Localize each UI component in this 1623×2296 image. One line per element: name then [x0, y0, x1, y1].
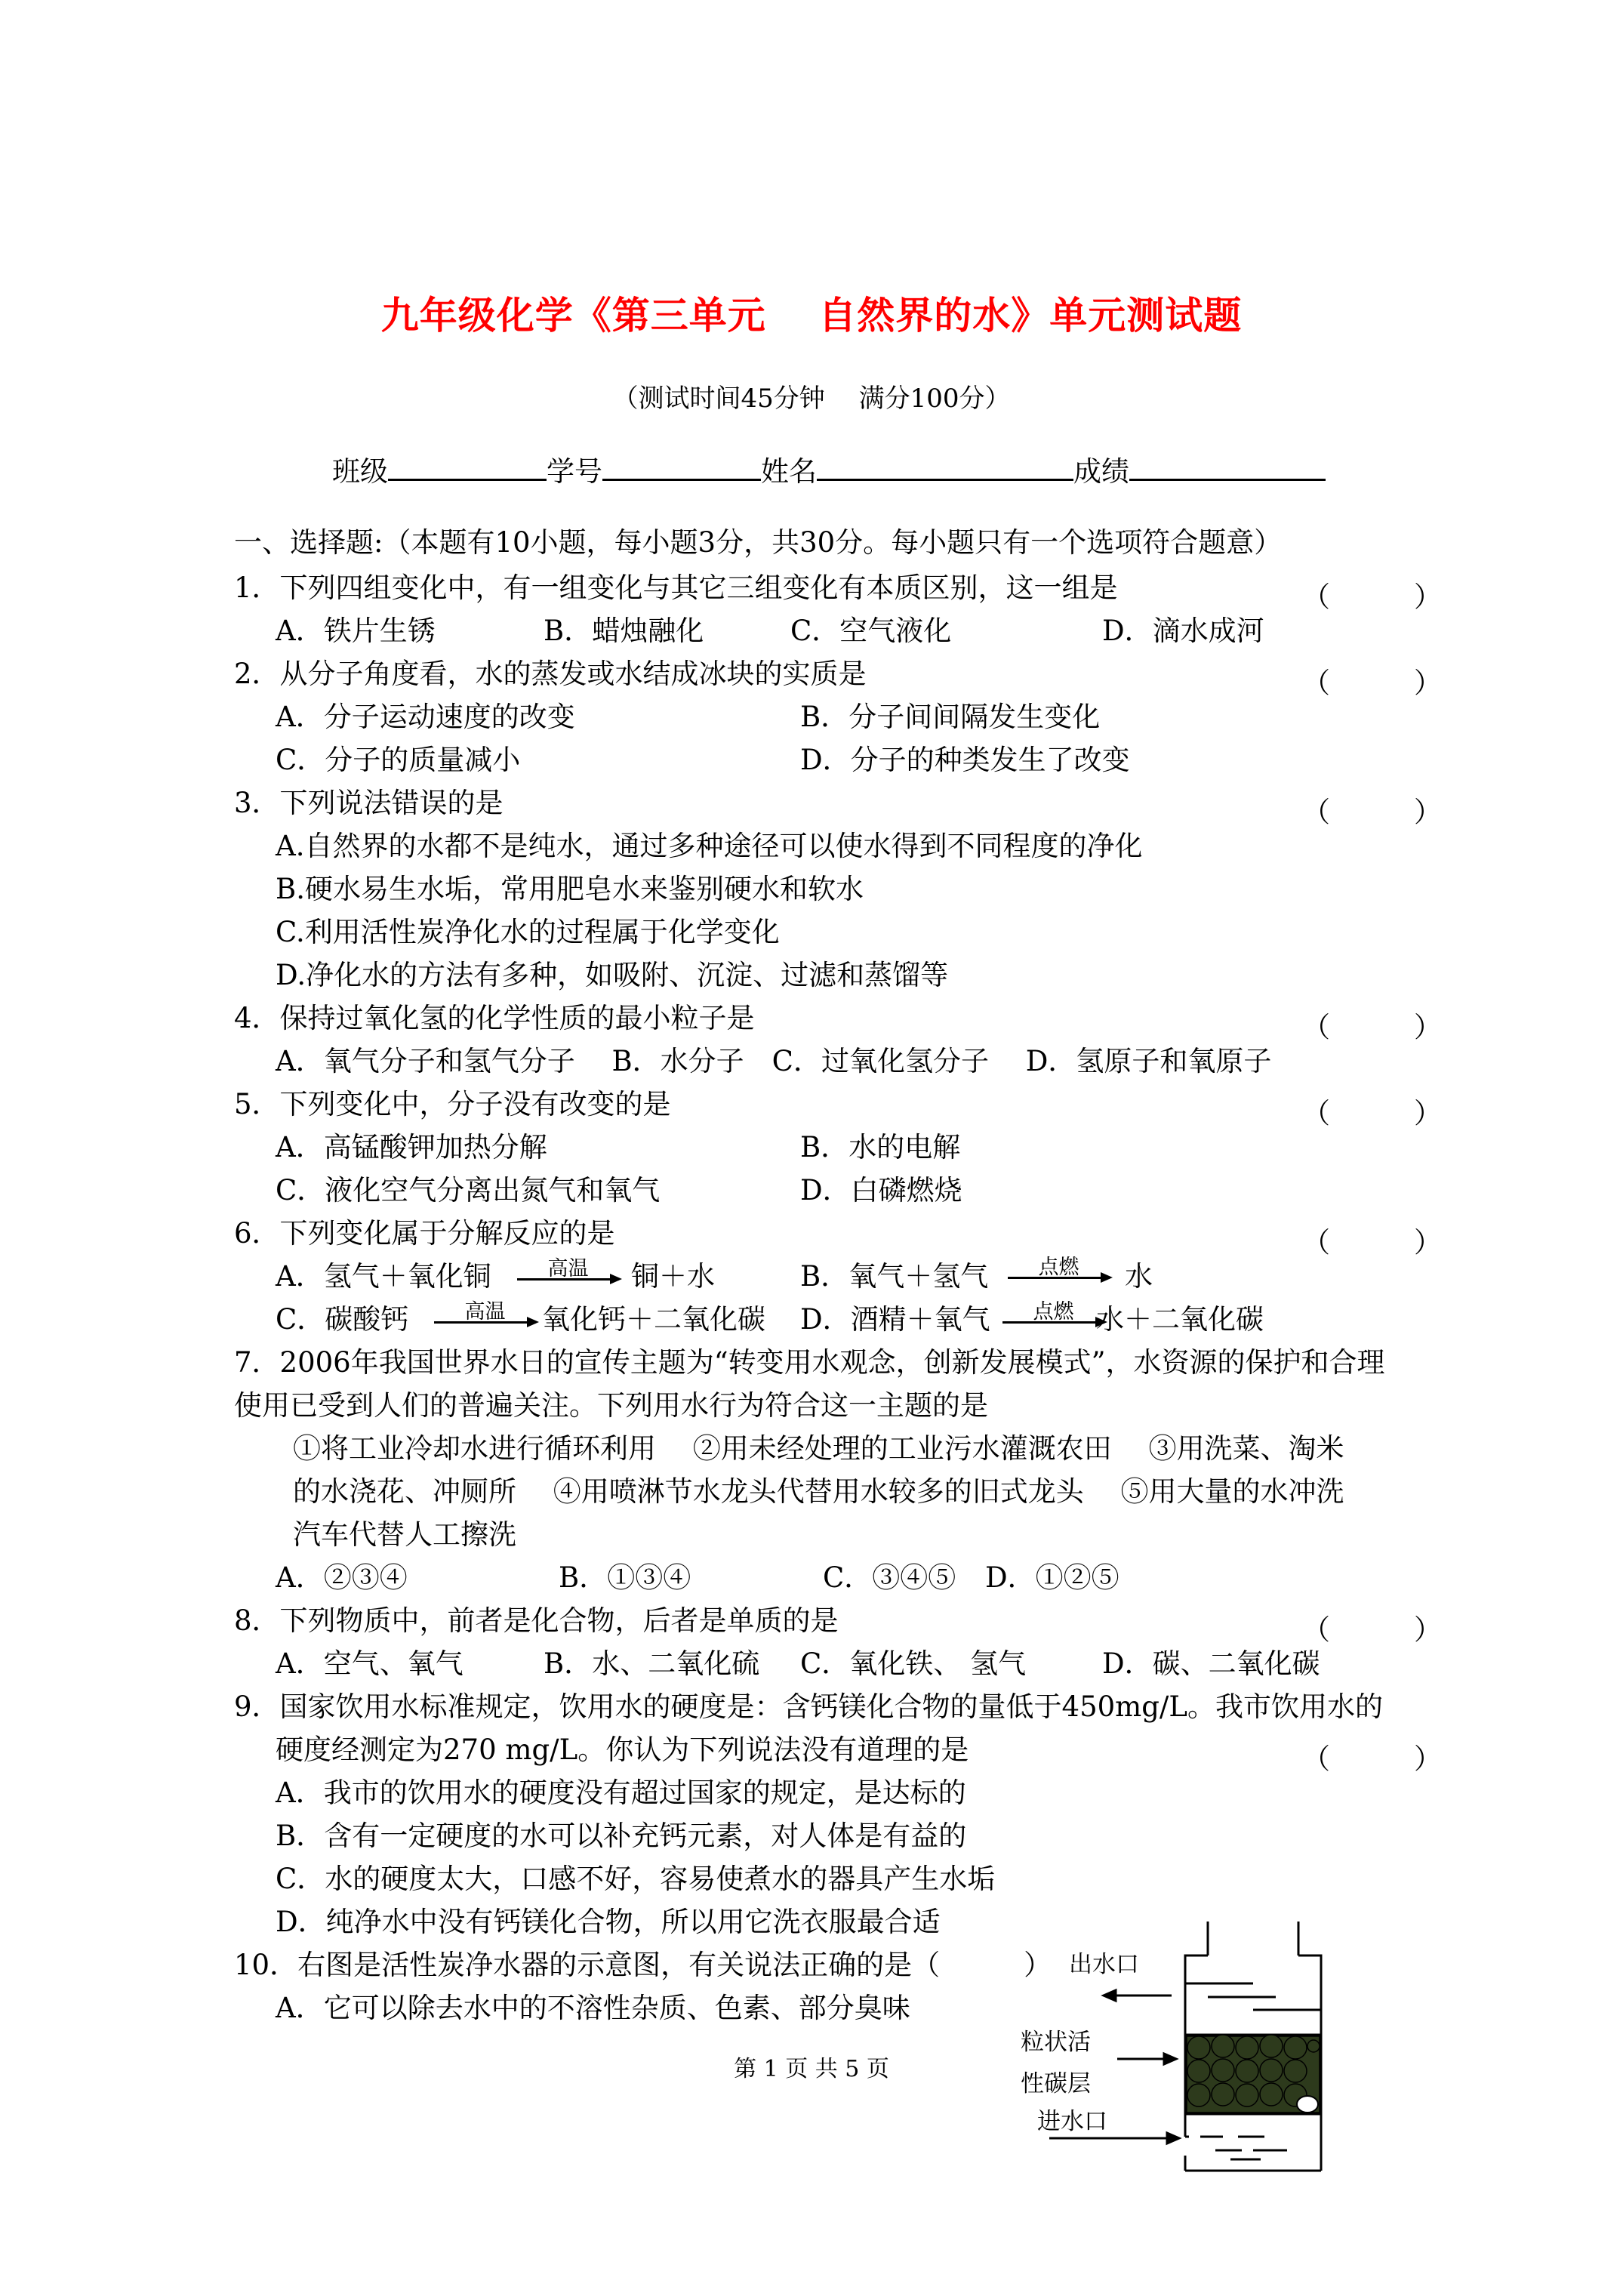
class-blank[interactable] [388, 451, 547, 481]
q6-option-d-products: 水＋二氧化碳 [1096, 1303, 1264, 1336]
outlet-label: 出水口 [1069, 1951, 1139, 1978]
student-id-blank[interactable] [602, 451, 761, 481]
q6-option-c-products: 氧化钙＋二氧化碳 [542, 1303, 765, 1336]
q6-option-d-condition: 点燃 [1033, 1300, 1074, 1324]
q6-option-b-condition: 点燃 [1038, 1256, 1079, 1279]
q7-option-b: B．①③④ [559, 1561, 691, 1594]
q5-option-c: C．液化空气分离出氮气和氧气 [276, 1174, 661, 1207]
q6-option-a-products: 铜＋水 [631, 1260, 715, 1293]
q9-answer-bracket[interactable]: （ ） [1302, 1743, 1442, 1775]
q5-option-d: D．白磷燃烧 [800, 1174, 962, 1207]
q9-line-1: 9．国家饮用水标准规定，饮用水的硬度是：含钙镁化合物的量低于450mg/L。我市饮用水的 [234, 1690, 1383, 1723]
q6-option-a-condition: 高温 [547, 1257, 589, 1281]
carbon-layer-label-1: 粒状活 [1021, 2029, 1091, 2056]
q3-stem: 3．下列说法错误的是 [234, 787, 504, 819]
q1-answer-bracket[interactable]: （ ） [1302, 581, 1442, 613]
q2-option-a: A．分子运动速度的改变 [276, 701, 575, 733]
q1-option-c: C．空气液化 [790, 615, 952, 647]
q6-option-c-reactants: C．碳酸钙 [276, 1303, 409, 1336]
q6-answer-bracket[interactable]: （ ） [1302, 1226, 1442, 1259]
q6-option-b-arrow [1008, 1277, 1110, 1279]
q7-line-3: ①将工业冷却水进行循环利用 ②用未经处理的工业污水灌溉农田 ③用洗菜、淘米 [293, 1432, 1344, 1465]
q8-stem: 8．下列物质中，前者是化合物，后者是单质的是 [234, 1604, 839, 1637]
q3-option-c: C.利用活性炭净化水的过程属于化学变化 [276, 916, 780, 948]
page-title: 九年级化学《第三单元 自然界的水》单元测试题 [380, 293, 1243, 337]
q6-option-b-reactants: B．氧气＋氢气 [800, 1260, 989, 1293]
q7-line-1: 7．2006年我国世界水日的宣传主题为“转变用水观念，创新发展模式”，水资源的保护和合理 [234, 1346, 1385, 1379]
name-label: 姓名 [761, 455, 817, 488]
q7-line-5: 汽车代替人工擦洗 [293, 1518, 516, 1551]
page-footer: 第 1 页 共 5 页 [734, 2056, 889, 2082]
q4-answer-bracket[interactable]: （ ） [1302, 1011, 1442, 1043]
q2-option-d: D．分子的种类发生了改变 [800, 744, 1130, 776]
q3-option-b: B.硬水易生水垢，常用肥皂水来鉴别硬水和软水 [276, 873, 864, 905]
q7-option-a: A．②③④ [276, 1561, 408, 1594]
q6-option-b-products: 水 [1125, 1260, 1153, 1293]
q2-stem: 2．从分子角度看，水的蒸发或水结成冰块的实质是 [234, 658, 867, 690]
q2-answer-bracket[interactable]: （ ） [1302, 667, 1442, 699]
score-blank[interactable] [1129, 451, 1326, 481]
q9-option-c: C．水的硬度太大，口感不好，容易使煮水的器具产生水垢 [276, 1863, 996, 1895]
q6-option-d-reactants: D．酒精＋氧气 [800, 1303, 990, 1336]
section-heading: 一、选择题:（本题有10小题，每小题3分，共30分。每小题只有一个选项符合题意） [234, 526, 1283, 559]
q8-option-d: D．碳、二氧化碳 [1102, 1647, 1320, 1680]
q8-option-a: A．空气、氧气 [276, 1647, 463, 1680]
q7-option-c: C．③④⑤ [823, 1561, 956, 1594]
header-fields [332, 451, 1326, 488]
q5-answer-bracket[interactable]: （ ） [1302, 1097, 1442, 1130]
score-label: 成绩 [1073, 455, 1129, 488]
q3-option-a: A.自然界的水都不是纯水，通过多种途径可以使水得到不同程度的净化 [276, 830, 1143, 862]
q8-option-c: C．氧化铁、 氢气 [800, 1647, 1027, 1680]
q1-option-a: A．铁片生锈 [276, 615, 436, 647]
q6-option-a-reactants: A．氢气＋氧化铜 [276, 1260, 491, 1293]
q8-option-b: B．水、二氧化硫 [544, 1647, 760, 1680]
q7-line-4: 的水浇花、冲厕所 ④用喷淋节水龙头代替用水较多的旧式龙头 ⑤用大量的水冲洗 [293, 1475, 1344, 1508]
name-blank[interactable] [817, 451, 1073, 481]
q8-answer-bracket[interactable]: （ ） [1302, 1613, 1442, 1646]
q6-stem: 6．下列变化属于分解反应的是 [234, 1217, 615, 1250]
q4-stem: 4．保持过氧化氢的化学性质的最小粒子是 [234, 1002, 755, 1034]
q6-option-a-arrow [517, 1278, 619, 1281]
inlet-label: 进水口 [1037, 2108, 1107, 2135]
q1-stem: 1．下列四组变化中，有一组变化与其它三组变化有本质区别，这一组是 [234, 572, 1118, 604]
q10-option-a: A．它可以除去水中的不溶性杂质、色素、部分臭味 [276, 1992, 910, 2024]
q6-option-c-condition: 高温 [464, 1300, 506, 1324]
q2-option-c: C．分子的质量减小 [276, 744, 521, 776]
q3-option-d: D.净化水的方法有多种，如吸附、沉淀、过滤和蒸馏等 [276, 959, 949, 991]
q9-option-a: A．我市的饮用水的硬度没有超过国家的规定，是达标的 [276, 1777, 966, 1809]
student-id-label: 学号 [547, 455, 602, 488]
q7-option-d: D．①②⑤ [985, 1561, 1119, 1594]
class-label: 班级 [332, 455, 388, 488]
q4-options: A．氧气分子和氢气分子 B．水分子 C．过氧化氢分子 D．氢原子和氧原子 [276, 1045, 1272, 1077]
q5-stem: 5．下列变化中，分子没有改变的是 [234, 1088, 671, 1120]
q9-option-b: B．含有一定硬度的水可以补充钙元素，对人体是有益的 [276, 1820, 967, 1852]
q10-stem: 10．右图是活性炭净水器的示意图，有关说法正确的是（ ） [234, 1949, 1052, 1981]
q9-line-2: 硬度经测定为270 mg/L。你认为下列说法没有道理的是 [276, 1734, 969, 1766]
q6-option-d-arrow [1002, 1321, 1104, 1324]
q1-option-d: D．滴水成河 [1102, 615, 1264, 647]
q5-option-a: A．高锰酸钾加热分解 [276, 1131, 547, 1163]
q1-option-b: B．蜡烛融化 [544, 615, 704, 647]
test-info: （测试时间45分钟 满分100分） [612, 384, 1011, 414]
q7-line-2: 使用已受到人们的普遍关注。下列用水行为符合这一主题的是 [234, 1389, 988, 1422]
q3-answer-bracket[interactable]: （ ） [1302, 796, 1442, 828]
q5-option-b: B．水的电解 [800, 1131, 961, 1163]
carbon-layer-label-2: 性碳层 [1021, 2070, 1091, 2097]
q6-option-c-arrow [434, 1321, 536, 1324]
q9-option-d: D．纯净水中没有钙镁化合物，所以用它洗衣服最合适 [276, 1906, 941, 1938]
q2-option-b: B．分子间间隔发生变化 [800, 701, 1101, 733]
